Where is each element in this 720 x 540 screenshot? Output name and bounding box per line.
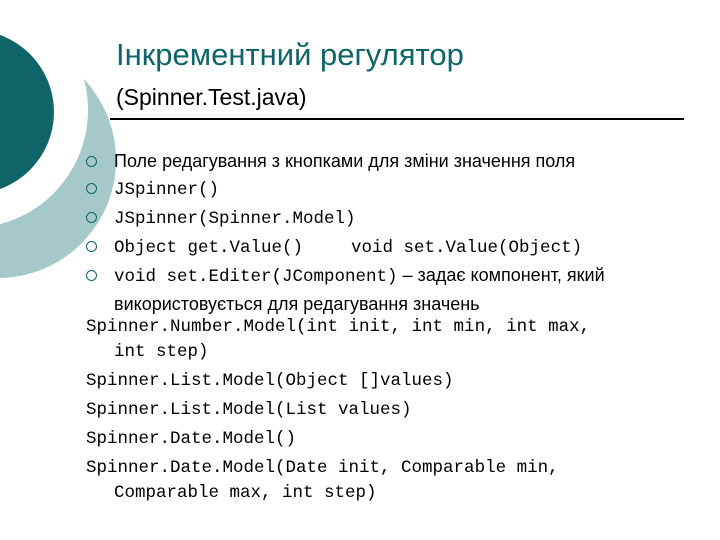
bullet-text: Поле редагування з кнопками для зміни значення поля	[114, 151, 576, 171]
code-line: Spinner.Date.Model()	[86, 429, 297, 449]
bullet-item	[86, 262, 704, 318]
slide-title: Інкрементний регулятор	[116, 37, 464, 72]
code-line: Spinner.Date.Model(Date init, Comparable min,	[86, 458, 559, 478]
bullet-item	[86, 148, 704, 175]
code-line-continuation: Comparable max, int step)	[114, 483, 377, 503]
bullet-code: void set.Editer(JComponent)	[114, 267, 398, 287]
bullet-item	[86, 204, 704, 233]
bullet-item	[86, 233, 704, 262]
bullet-text: – задає компонент, який використовується для редагування значень	[114, 265, 605, 314]
bullet-code: JSpinner(Spinner.Model)	[114, 209, 356, 229]
slide-subtitle: (Spinner.Test.java)	[116, 84, 307, 110]
bullet-code: JSpinner()	[114, 180, 220, 200]
bullet-list	[86, 148, 704, 318]
title-divider	[110, 118, 684, 120]
code-line: Spinner.List.Model(List values)	[86, 400, 412, 420]
code-line: Spinner.Number.Model(int init, int min, int max,	[86, 317, 591, 337]
circle-bullet-icon	[86, 156, 97, 167]
code-line-continuation: int step)	[114, 342, 209, 362]
circle-bullet-icon	[86, 183, 97, 194]
circle-bullet-icon	[86, 241, 97, 252]
circle-bullet-icon	[86, 270, 97, 281]
bullet-code-setter: void set.Value(Object)	[351, 238, 583, 258]
code-line: Spinner.List.Model(Object []values)	[86, 371, 454, 391]
circle-bullet-icon	[86, 212, 97, 223]
model-constructors	[86, 315, 590, 506]
bullet-item	[86, 175, 704, 204]
bullet-code-getter: Object get.Value()	[114, 238, 304, 258]
